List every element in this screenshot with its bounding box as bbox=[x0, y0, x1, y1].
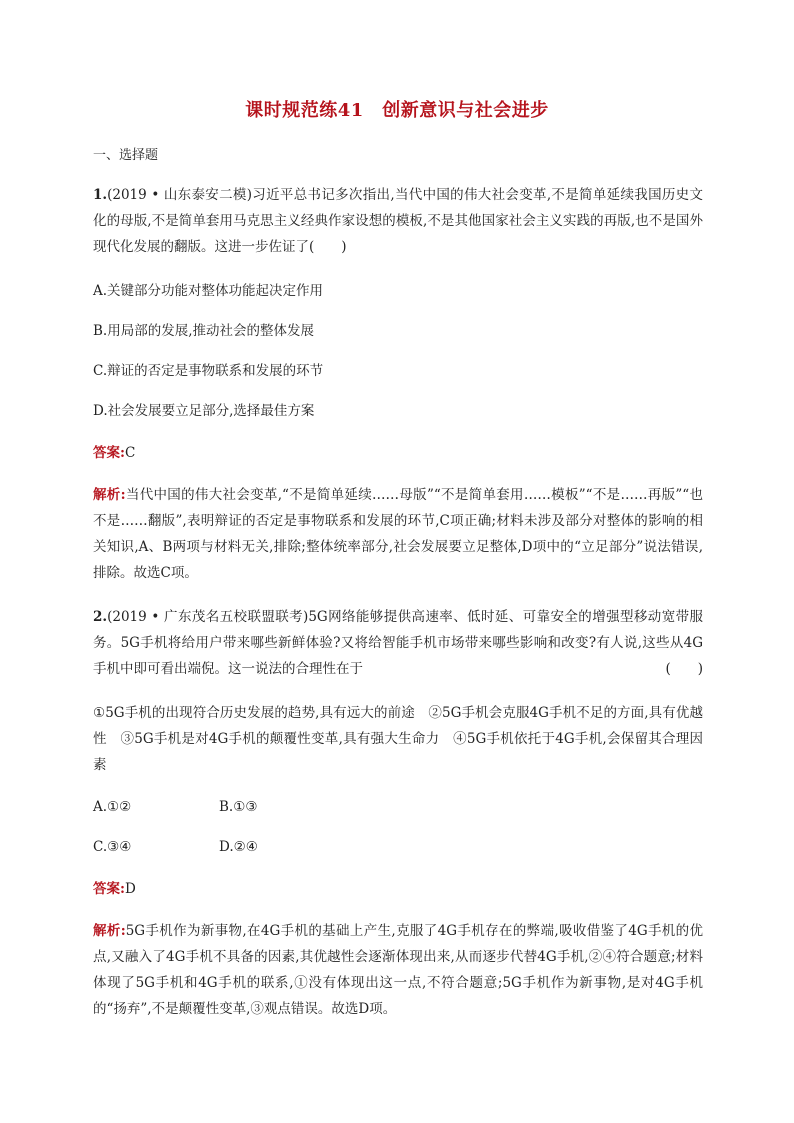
question-2-answer bbox=[93, 876, 703, 902]
question-2-analysis bbox=[93, 918, 703, 1022]
question-1-option-b: B.用局部的发展,推动社会的整体发展 bbox=[93, 323, 315, 339]
section-heading: 一、选择题 bbox=[93, 148, 159, 163]
answer-value: D bbox=[124, 881, 136, 897]
question-1-analysis bbox=[93, 482, 703, 586]
question-2-option-a: A.①② bbox=[93, 799, 132, 815]
question-2-options-row-1 bbox=[93, 794, 703, 820]
question-1-option-d: D.社会发展要立足部分,选择最佳方案 bbox=[93, 403, 315, 419]
question-2-option-d: D.②④ bbox=[219, 839, 258, 855]
answer-label: 答案: bbox=[93, 445, 125, 461]
question-2-option-c: C.③④ bbox=[93, 839, 132, 855]
question-1-stem bbox=[93, 182, 703, 260]
question-2-statements: ①5G手机的出现符合历史发展的趋势,具有远大的前途 ②5G手机会克服4G手机不足的方面,具有优越性 ③5G手机是对4G手机的颠覆性变革,具有强大生命力 ④5G手机依托于4G手机,会保留其合理因素 bbox=[93, 705, 703, 773]
question-2-number: 2. bbox=[93, 609, 108, 625]
question-2-stem bbox=[93, 604, 703, 682]
question-2-options-row-2 bbox=[93, 834, 703, 860]
analysis-label: 解析: bbox=[93, 923, 126, 939]
page-title: 课时规范练41 创新意识与社会进步 bbox=[245, 100, 549, 121]
question-1-text: (2019 • 山东泰安二模)习近平总书记多次指出,当代中国的伟大社会变革,不是简单延续我国历史文化的母版,不是简单套用马克思主义经典作家设想的模板,不是其他国家社会主义实践的再版,也不是国外现代化发展的翻版。这进一步佐证了( ) bbox=[93, 187, 703, 255]
question-2-paren: ( ) bbox=[665, 661, 703, 677]
question-1-number: 1. bbox=[93, 187, 108, 203]
answer-label: 答案: bbox=[93, 881, 125, 897]
analysis-label: 解析: bbox=[93, 487, 126, 503]
question-2-option-b: B.①③ bbox=[219, 799, 258, 815]
analysis-text: 5G手机作为新事物,在4G手机的基础上产生,克服了4G手机存在的弊端,吸收借鉴了4G手机的优点,又融入了4G手机不具备的因素,其优越性会逐渐体现出来,从而逐步代替4G手机,②④符合题意;材料体现了5G手机和4G手机的联系,①没有体现出这一点,不符合题意;5G手机作为新事物,是对4G手机的“扬弃”,不是颠覆性变革,③观点错误。故选D项。 bbox=[93, 923, 704, 1017]
question-1-option-a: A.关键部分功能对整体功能起决定作用 bbox=[93, 283, 324, 299]
question-2-text: (2019 • 广东茂名五校联盟联考)5G网络能够提供高速率、低时延、可靠安全的增强型移动宽带服务。5G手机将给用户带来哪些新鲜体验?又将给智能手机市场带来哪些影响和改变?有人说,这些从4G手机中即可看出端倪。这一说法的合理性在于 bbox=[93, 609, 703, 677]
answer-value: C bbox=[124, 445, 136, 461]
question-1-option-c: C.辩证的否定是事物联系和发展的环节 bbox=[93, 363, 324, 379]
analysis-text: 当代中国的伟大社会变革,“不是简单延续……母版”“不是简单套用……模板”“不是……再版”“也不是……翻版”,表明辩证的否定是事物联系和发展的环节,C项正确;材料未涉及部分对整体的影响的相关知识,A、B两项与材料无关,排除;整体统率部分,社会发展要立足整体,D项中的“立足部分”说法错误,排除。故选C项。 bbox=[93, 487, 703, 581]
question-1-answer bbox=[93, 440, 703, 466]
